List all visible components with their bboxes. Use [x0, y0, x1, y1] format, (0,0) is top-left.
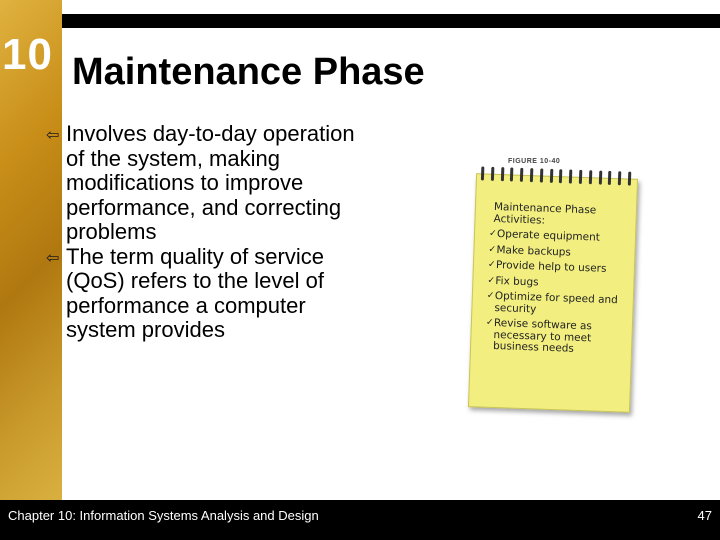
- arrow-bullet-icon: ⇦: [46, 247, 60, 267]
- bullet-text: Involves day-to-day operation of the system, making modifications to improve performance, and correcting problems: [66, 121, 355, 244]
- checkmark-icon: ✓: [487, 275, 496, 286]
- arrow-bullet-icon: ⇦: [46, 125, 60, 144]
- notepad-item: ✓ Revise software as necessary to meet business needs: [485, 316, 593, 355]
- notepad-list: [485, 229, 631, 361]
- checkmark-icon: ✓: [486, 290, 495, 301]
- notepad-item: ✓ Optimize for speed and security: [486, 289, 619, 315]
- footer-bar: [0, 500, 720, 540]
- notepad-figure: [468, 173, 638, 413]
- bullet-item: [46, 245, 366, 343]
- bullet-list: [46, 122, 366, 343]
- notepad-heading: Maintenance Phase Activities:: [493, 200, 597, 227]
- bullet-text: The term quality of service (QoS) refers to the level of performance a computer system provides: [66, 243, 324, 342]
- chapter-number: 10: [2, 30, 53, 79]
- title-bar: [62, 14, 720, 28]
- checkmark-icon: ✓: [487, 259, 496, 270]
- checkmark-icon: ✓: [488, 244, 497, 255]
- spiral-binding: [481, 166, 631, 185]
- notepad-item: ✓ Provide help to users: [487, 258, 607, 275]
- slide-title: Maintenance Phase: [72, 51, 425, 93]
- checkmark-icon: ✓: [485, 317, 494, 328]
- figure-label: FIGURE 10-40: [508, 158, 561, 165]
- bullet-item: [46, 122, 366, 245]
- footer-chapter-text: Chapter 10: Information Systems Analysis and Design: [8, 508, 319, 523]
- notepad-item: ✓ Make backups: [488, 243, 572, 259]
- notepad-item: ✓ Fix bugs: [487, 274, 539, 288]
- page-number: 47: [697, 508, 712, 523]
- notepad-item: ✓ Operate equipment: [488, 228, 601, 244]
- checkmark-icon: ✓: [488, 228, 497, 239]
